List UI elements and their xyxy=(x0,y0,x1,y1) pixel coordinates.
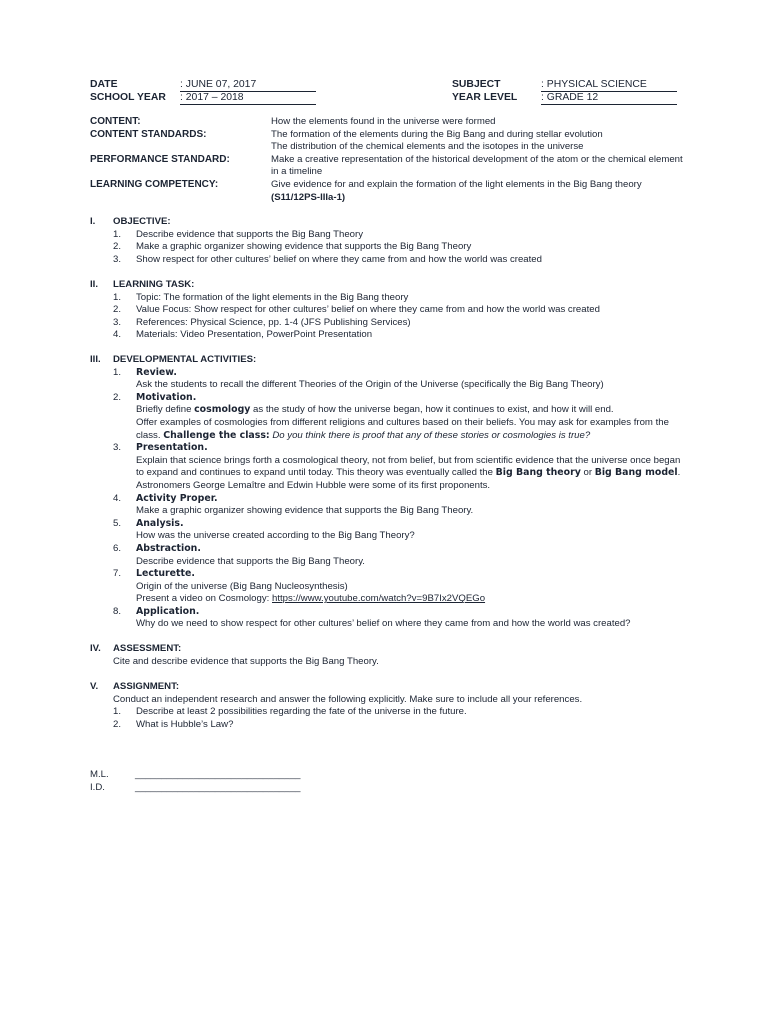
competency-value: Give evidence for and explain the formation of the light elements in the Big Bang theory xyxy=(271,178,642,190)
list-item xyxy=(90,241,690,254)
section-number: IV. xyxy=(90,643,101,654)
id-signature-line: _______________________________ xyxy=(135,781,301,793)
activity-lecturette xyxy=(90,568,690,581)
text-run: or xyxy=(580,467,595,479)
item-text: What is Hubble’s Law? xyxy=(136,718,234,730)
section-title: ASSESSMENT: xyxy=(113,643,182,654)
assessment-section xyxy=(90,643,690,668)
lecturette-text-1: Origin of the universe (Big Bang Nucleosynthesis) xyxy=(136,580,348,592)
item-title: Motivation. xyxy=(136,391,197,403)
school-year-value: : 2017 – 2018 xyxy=(180,91,316,105)
objective-heading xyxy=(90,216,690,229)
item-text: Value Focus: Show respect for other cultures’ belief on where they came from and how the world was created xyxy=(136,304,600,316)
item-number: 1. xyxy=(113,706,122,718)
item-number: 2. xyxy=(113,304,122,316)
assessment-heading xyxy=(90,643,690,656)
list-item xyxy=(90,706,690,719)
item-title: Application. xyxy=(136,605,200,617)
item-number: 4. xyxy=(113,492,122,504)
performance-label: PERFORMANCE STANDARD: xyxy=(90,153,230,165)
learning-task-heading xyxy=(90,279,690,292)
presentation-text xyxy=(90,455,690,493)
list-item xyxy=(90,229,690,242)
item-text: References: Physical Science, pp. 1-4 (JFS Publishing Services) xyxy=(136,316,411,328)
section-number: II. xyxy=(90,279,98,290)
school-year-label: SCHOOL YEAR xyxy=(90,92,166,103)
text-run: Present a video on Cosmology: xyxy=(136,593,272,605)
content-standards-value-1: The formation of the elements during the Big Bang and during stellar evolution xyxy=(271,128,603,140)
performance-row xyxy=(90,154,690,179)
content-standards-value-2: The distribution of the chemical elements and the isotopes in the universe xyxy=(271,141,584,153)
performance-value: Make a creative representation of the historical development of the atom or the chemical element in a timeline xyxy=(271,153,683,178)
learning-task-section xyxy=(90,279,690,342)
item-number: 1. xyxy=(113,366,122,378)
text-run: as the study of how the universe began, how it continues to exist, and how it will end. xyxy=(250,404,614,416)
ml-label: M.L. xyxy=(90,769,109,780)
assignment-heading xyxy=(90,681,690,694)
item-title: Review. xyxy=(136,366,177,378)
item-title: Presentation. xyxy=(136,442,208,454)
text-run: Explain that science brings forth a cosmological theory, not from belief, but from scientific evidence that the universe once began to expand and continues to expand until today. This theory was eventually called the xyxy=(136,454,681,479)
subject-value: : PHYSICAL SCIENCE xyxy=(541,78,677,92)
subject-label: SUBJECT xyxy=(452,79,501,90)
content-standards-row xyxy=(90,129,690,154)
lecturette-text-2 xyxy=(90,593,690,606)
assignment-intro: Conduct an independent research and answer the following explicitly. Make sure to include all your references. xyxy=(113,693,583,705)
item-number: 7. xyxy=(113,568,122,580)
activities-heading xyxy=(90,354,690,367)
assignment-section xyxy=(90,681,690,731)
term-cosmology: cosmology xyxy=(194,404,251,416)
section-title: LEARNING TASK: xyxy=(113,279,195,290)
item-text: Materials: Video Presentation, PowerPoint Presentation xyxy=(136,329,373,341)
competency-label: LEARNING COMPETENCY: xyxy=(90,178,219,190)
year-level-label: YEAR LEVEL xyxy=(452,92,518,103)
item-text: Show respect for other cultures’ belief on where they came from and how the world was created xyxy=(136,253,542,265)
item-number: 1. xyxy=(113,291,122,303)
item-text: Describe evidence that supports the Big Bang Theory xyxy=(136,228,364,240)
list-item xyxy=(90,254,690,267)
item-number: 3. xyxy=(113,316,122,328)
analysis-text: How was the universe created according to the Big Bang Theory? xyxy=(136,530,415,542)
challenge-label: Challenge the class: xyxy=(163,429,270,441)
standards-block xyxy=(90,116,690,204)
item-number: 3. xyxy=(113,253,122,265)
text-run: Offer examples of cosmologies from different religions and cultures based on their beliefs. You may ask for examples from the class. xyxy=(136,416,669,441)
activity-review xyxy=(90,367,690,380)
assessment-text: Cite and describe evidence that supports the Big Bang Theory. xyxy=(113,655,379,667)
objective-section xyxy=(90,216,690,266)
section-number: III. xyxy=(90,354,101,365)
challenge-question: Do you think there is proof that any of these stories or cosmologies is true? xyxy=(269,429,591,441)
item-title: Abstraction. xyxy=(136,542,201,554)
content-standards-label: CONTENT STANDARDS: xyxy=(90,128,207,140)
activity-motivation xyxy=(90,392,690,405)
item-number: 5. xyxy=(113,517,122,529)
signature-block xyxy=(90,769,350,794)
item-number: 2. xyxy=(113,391,122,403)
competency-row xyxy=(90,179,690,204)
activity-analysis xyxy=(90,518,690,531)
ml-signature-row xyxy=(90,769,350,782)
section-title: OBJECTIVE: xyxy=(113,216,171,227)
item-number: 3. xyxy=(113,442,122,454)
id-signature-row xyxy=(90,782,350,795)
activity-application xyxy=(90,606,690,619)
list-item xyxy=(90,292,690,305)
item-text: Describe at least 2 possibilities regarding the fate of the universe in the future. xyxy=(136,706,467,718)
item-title: Lecturette. xyxy=(136,568,195,580)
term-big-bang-theory: Big Bang theory xyxy=(495,467,581,479)
list-item xyxy=(90,719,690,732)
abstraction-text: Describe evidence that supports the Big Bang Theory. xyxy=(136,555,365,567)
text-run: . Astronomers George Lemaître and Edwin Hubble were some of its first proponents. xyxy=(136,467,681,491)
section-number: V. xyxy=(90,681,99,692)
content-value: How the elements found in the universe were formed xyxy=(271,116,496,127)
motivation-text-1 xyxy=(90,404,690,417)
item-number: 6. xyxy=(113,542,122,554)
section-title: ASSIGNMENT: xyxy=(113,681,180,692)
section-title: DEVELOPMENTAL ACTIVITIES: xyxy=(113,354,257,365)
item-number: 1. xyxy=(113,228,122,240)
item-number: 4. xyxy=(113,329,122,341)
term-big-bang-model: Big Bang model xyxy=(594,467,678,479)
date-label: DATE xyxy=(90,79,118,90)
item-number: 2. xyxy=(113,718,122,730)
developmental-activities-section xyxy=(90,354,690,631)
date-value: : JUNE 07, 2017 xyxy=(180,78,316,92)
content-standards-values xyxy=(271,129,690,154)
item-text: Make a graphic organizer showing evidence that supports the Big Bang Theory xyxy=(136,241,472,253)
text-run: Briefly define xyxy=(136,404,195,416)
review-text: Ask the students to recall the different Theories of the Origin of the Universe (specifically the Big Bang Theory) xyxy=(136,379,604,391)
list-item xyxy=(90,304,690,317)
document-header xyxy=(0,0,768,110)
competency-code: (S11/12PS-IIIa-1) xyxy=(271,191,346,203)
motivation-text-2 xyxy=(90,417,690,442)
activity-proper xyxy=(90,493,690,506)
section-number: I. xyxy=(90,216,96,227)
item-number: 2. xyxy=(113,241,122,253)
item-title: Analysis. xyxy=(136,517,184,529)
activity-abstraction xyxy=(90,543,690,556)
ml-signature-line: _______________________________ xyxy=(135,769,301,780)
item-number: 8. xyxy=(113,605,122,617)
year-level-value: : GRADE 12 xyxy=(541,91,677,105)
proper-text: Make a graphic organizer showing evidence that supports the Big Bang Theory. xyxy=(136,505,474,517)
item-title: Activity Proper. xyxy=(136,492,218,504)
competency-values xyxy=(271,179,690,204)
activity-presentation xyxy=(90,442,690,455)
content-row xyxy=(90,116,690,129)
list-item xyxy=(90,329,690,342)
content-label: CONTENT: xyxy=(90,116,141,127)
item-text: Topic: The formation of the light elements in the Big Bang theory xyxy=(136,291,409,303)
list-item xyxy=(90,317,690,330)
application-text: Why do we need to show respect for other cultures’ belief on where they came from and how the world was created? xyxy=(136,618,631,630)
video-link[interactable]: https://www.youtube.com/watch?v=9B7Ix2VQEGo xyxy=(272,593,486,605)
id-label: I.D. xyxy=(90,781,105,793)
